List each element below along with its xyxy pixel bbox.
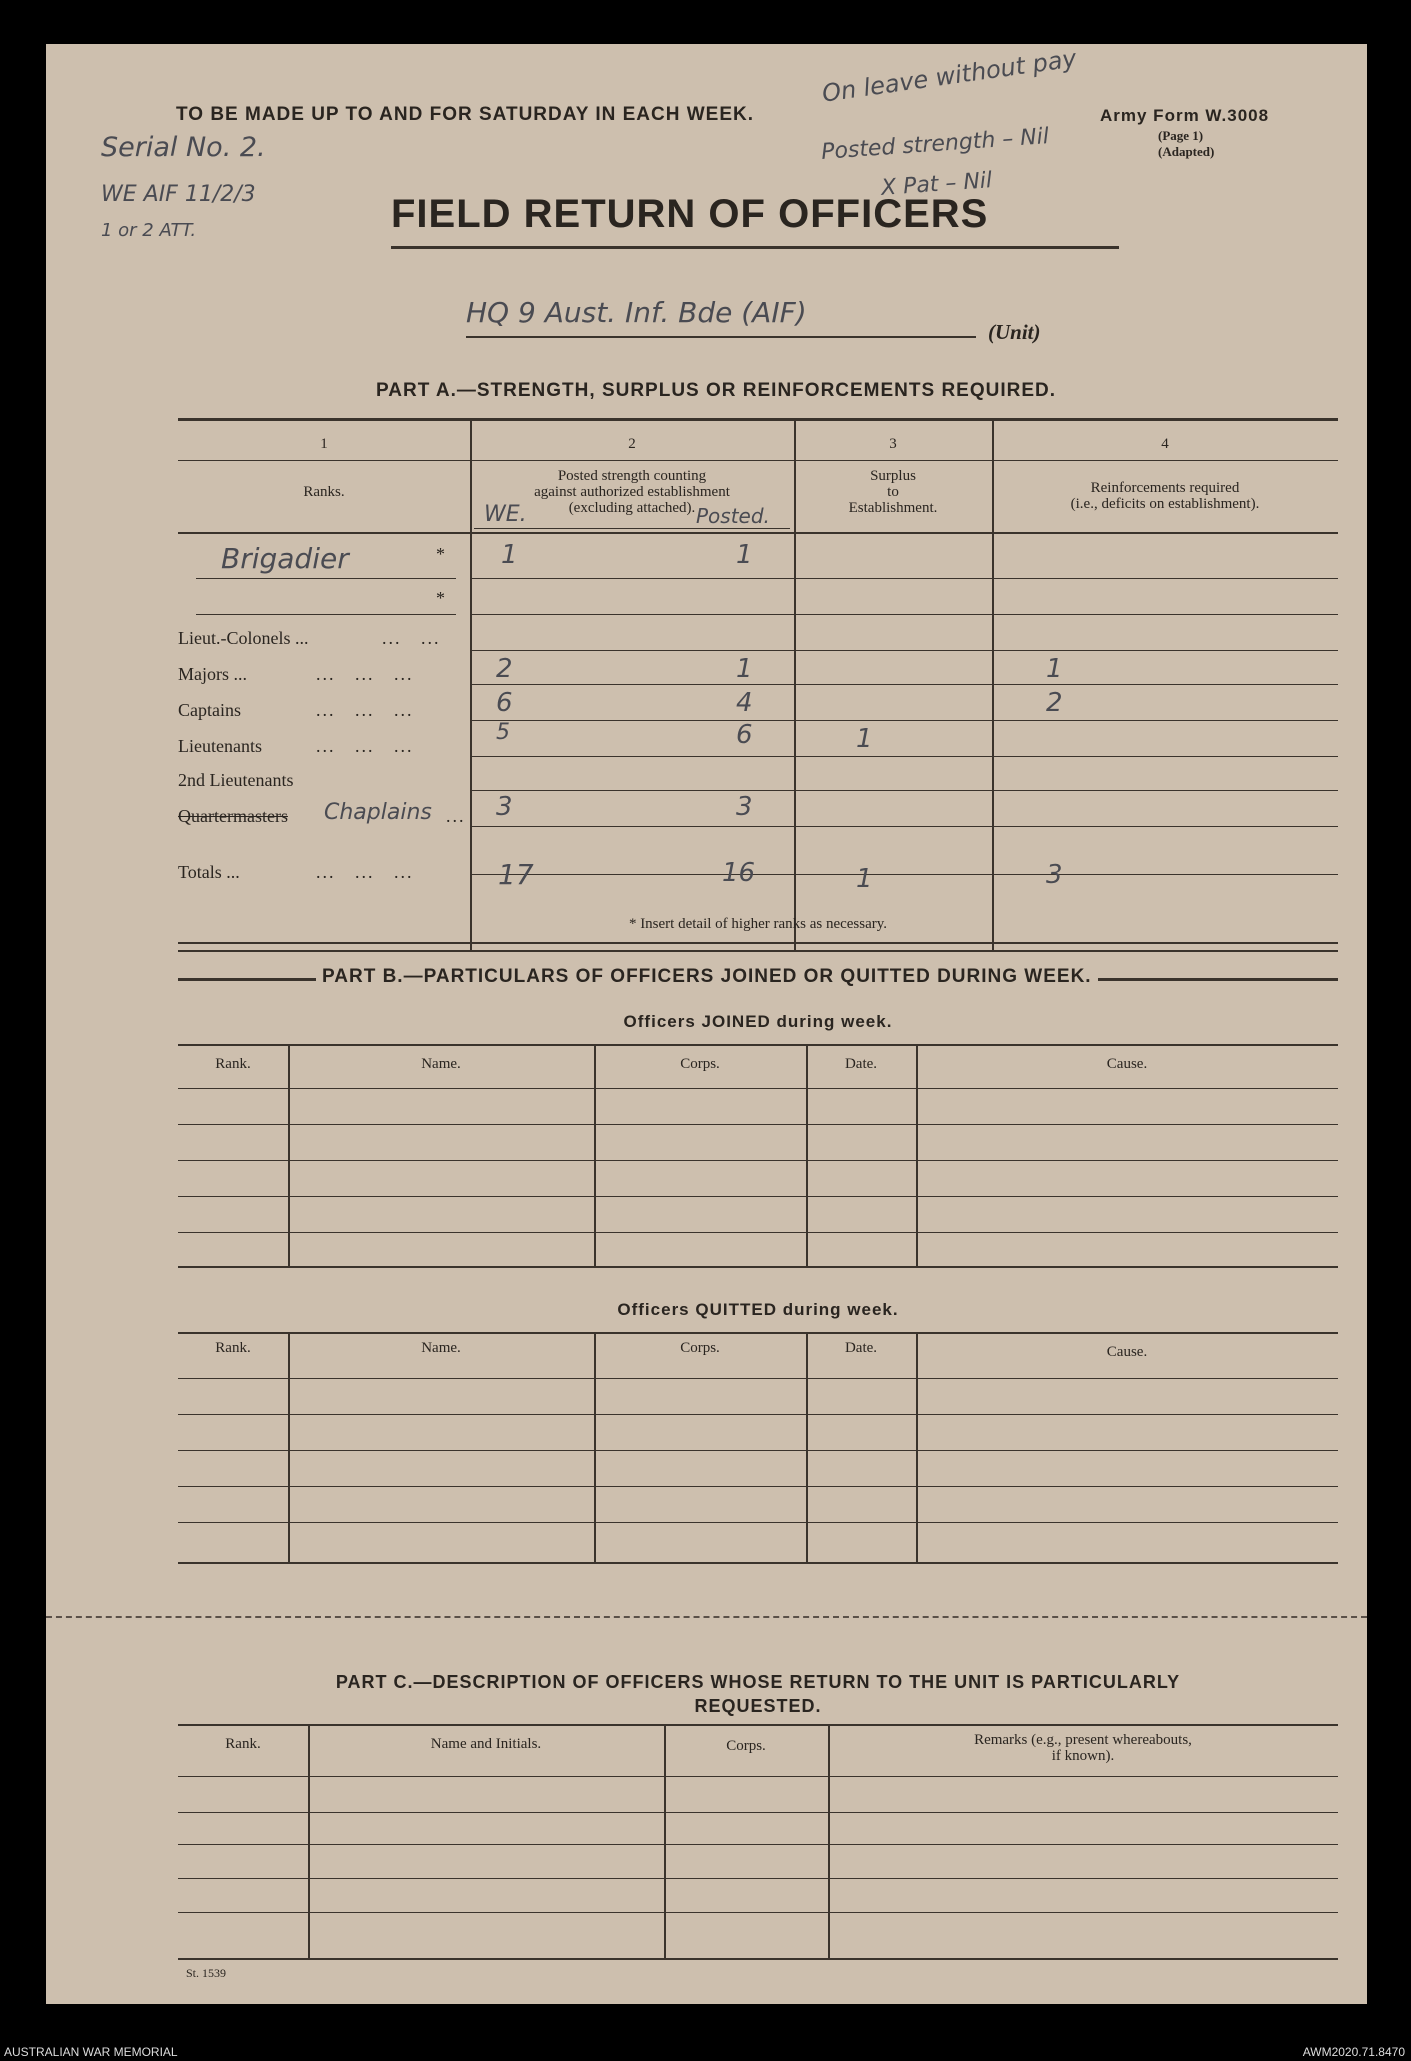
handwritten-note-posted: Posted strength – Nil [820, 124, 1050, 165]
form-sheet [46, 44, 1367, 2004]
lieutenants-surplus: 1 [856, 724, 873, 754]
quitted-div-3 [806, 1334, 808, 1562]
quitted-bottom-rule [178, 1562, 1338, 1564]
quitted-col-date: Date. [844, 1340, 878, 1356]
majors-reinforcements: 1 [1046, 654, 1063, 684]
part-c-bottom-rule [178, 1958, 1338, 1960]
rank-brigadier: Brigadier [221, 542, 349, 575]
quitted-col-name: Name. [421, 1340, 461, 1356]
majors-we: 2 [496, 654, 513, 684]
part-a-title: PART A.—STRENGTH, SURPLUS OR REINFORCEMENTS REQUIRED. [376, 380, 1057, 401]
joined-col-corps: Corps. [680, 1056, 720, 1072]
dots-captains: ... ... ... [316, 700, 414, 720]
posted-head-line-1: Posted strength counting [557, 468, 707, 484]
quitted-row-3 [178, 1486, 1338, 1487]
handwritten-serial: Serial No. 2. [101, 132, 266, 163]
quitted-div-2 [594, 1334, 596, 1562]
quitted-div-4 [916, 1334, 918, 1562]
col-num-3: 3 [889, 436, 897, 452]
rank-brigadier-line [196, 578, 456, 579]
part-c-row-1 [178, 1812, 1338, 1813]
part-c-col-corps: Corps. [726, 1738, 766, 1754]
joined-head-rule [178, 1088, 1338, 1089]
col-num-4: 4 [1161, 436, 1169, 452]
rank-chaplains: Chaplains [324, 800, 432, 825]
quitted-row-1 [178, 1414, 1338, 1415]
chaplains-posted: 3 [736, 792, 753, 822]
joined-col-date: Date. [844, 1056, 878, 1072]
quitted-row-4 [178, 1522, 1338, 1523]
joined-col-rank: Rank. [215, 1056, 251, 1072]
rank-2nd-lieutenants: 2nd Lieutenants [178, 770, 294, 790]
rank-blank-line [196, 614, 456, 615]
header-rule [178, 532, 1338, 534]
part-c-top-rule [178, 1724, 1338, 1726]
part-b-title: PART B.—PARTICULARS OF OFFICERS JOINED OR QUITTED DURING WEEK. [316, 966, 1098, 988]
form-number: Army Form W.3008 [1100, 106, 1270, 125]
surplus-head-line-1: Surplus [870, 468, 916, 484]
subhead-posted: Posted. [696, 504, 770, 528]
perforation-line [46, 1616, 1367, 1618]
brigadier-we: 1 [501, 540, 518, 570]
form-instruction: TO BE MADE UP TO AND FOR SATURDAY IN EACH WEEK. [176, 104, 754, 125]
part-a-footnote: * Insert detail of higher ranks as necessary. [628, 916, 888, 932]
joined-row-1 [178, 1124, 1338, 1125]
captains-posted: 4 [736, 688, 753, 718]
part-c-div-2 [664, 1726, 666, 1958]
print-code: St. 1539 [186, 1966, 227, 1980]
reinf-head-line-1: Reinforcements required [1090, 480, 1240, 496]
part-a-bottom-rule [178, 950, 1338, 952]
posted-head-line-3: (excluding attached). [568, 500, 696, 516]
rank-quartermasters: Quartermasters [178, 806, 288, 826]
footer-credit: AUSTRALIAN WAR MEMORIAL [4, 2045, 178, 2059]
dots-majors: ... ... ... [316, 664, 414, 684]
row-rule-7 [470, 790, 1338, 791]
chaplains-we: 3 [496, 792, 513, 822]
joined-col-name: Name. [421, 1056, 461, 1072]
quitted-top-rule [178, 1332, 1338, 1334]
unit-line [466, 336, 976, 338]
title-underline [391, 246, 1119, 249]
quitted-col-cause: Cause. [1106, 1344, 1148, 1360]
joined-top-rule [178, 1044, 1338, 1046]
rank-lieut-colonels: Lieut.-Colonels ... [178, 628, 309, 648]
col-num-1: 1 [320, 436, 328, 452]
form-adapted: (Adapted) [1158, 144, 1215, 159]
total-we: 17 [498, 858, 534, 891]
quitted-col-rank: Rank. [215, 1340, 251, 1356]
rank-majors: Majors ... [178, 664, 247, 684]
surplus-head-line-3: Establishment. [848, 500, 938, 516]
footer-accession: AWM2020.71.8470 [1302, 2045, 1405, 2059]
surplus-head-line-2: to [887, 484, 899, 500]
handwritten-att: 1 or 2 ATT. [101, 220, 197, 241]
row-rule-1 [470, 578, 1338, 579]
brigadier-posted: 1 [736, 540, 753, 570]
joined-div-1 [288, 1046, 290, 1266]
rank-lieutenants: Lieutenants [178, 736, 262, 756]
part-c-col-rank: Rank. [225, 1736, 261, 1752]
part-c-title-line-1: PART C.—DESCRIPTION OF OFFICERS WHOSE RETURN TO THE UNIT IS PARTICULARLY [335, 1672, 1181, 1692]
row-rule-3 [470, 650, 1338, 651]
remarks-head-line-2: if known). [1051, 1748, 1115, 1764]
row-rule-9 [470, 874, 1338, 875]
subhead-we: WE. [484, 502, 527, 527]
handwritten-note-pat: X Pat – Nil [880, 168, 993, 201]
row-rule-6 [470, 756, 1338, 757]
dots-lieut-colonels: ... ... [382, 628, 441, 648]
reinf-head-line-2: (i.e., deficits on establishment). [1070, 496, 1260, 512]
row-rule-5 [470, 720, 1338, 721]
form-title: FIELD RETURN OF OFFICERS [391, 192, 989, 236]
lieutenants-posted: 6 [736, 720, 753, 750]
remarks-head-line-1: Remarks (e.g., present whereabouts, [974, 1732, 1192, 1748]
row-rule-8 [470, 826, 1338, 827]
part-a-top-rule [178, 418, 1338, 421]
rank-star-1: * [436, 544, 445, 564]
rank-star-2: * [436, 588, 445, 608]
dots-totals: ... ... ... [316, 862, 414, 882]
joined-div-2 [594, 1046, 596, 1266]
joined-row-2 [178, 1160, 1338, 1161]
handwritten-note-leave: On leave without pay [820, 44, 1079, 108]
form-page: (Page 1) [1158, 128, 1204, 143]
joined-row-4 [178, 1232, 1338, 1233]
part-c-col-remarks [828, 1732, 1338, 1764]
joined-div-3 [806, 1046, 808, 1266]
col-num-rule [178, 460, 1338, 461]
part-c-row-4 [178, 1912, 1338, 1913]
captains-reinforcements: 2 [1046, 688, 1063, 718]
part-c-title-line-2: REQUESTED. [694, 1696, 822, 1716]
posted-head-line-2: against authorized establishment [534, 484, 730, 500]
row-rule-2 [470, 614, 1338, 615]
part-c-col-name: Name and Initials. [430, 1736, 542, 1752]
part-c-div-1 [308, 1726, 310, 1958]
joined-col-cause: Cause. [1106, 1056, 1148, 1072]
col-head-reinforcements [992, 480, 1338, 512]
part-c-row-2 [178, 1844, 1338, 1845]
dots-lieutenants: ... ... ... [316, 736, 414, 756]
joined-title: Officers JOINED during week. [623, 1012, 893, 1031]
col-head-ranks: Ranks. [303, 484, 345, 500]
quitted-col-corps: Corps. [680, 1340, 720, 1356]
part-c-row-3 [178, 1878, 1338, 1879]
quitted-div-1 [288, 1334, 290, 1562]
part-a-end-rule [178, 942, 1338, 944]
joined-bottom-rule [178, 1266, 1338, 1268]
quitted-row-2 [178, 1450, 1338, 1451]
total-reinforcements: 3 [1046, 860, 1063, 890]
captains-we: 6 [496, 688, 513, 718]
joined-row-3 [178, 1196, 1338, 1197]
part-c-title [178, 1670, 1338, 1718]
rank-captains: Captains [178, 700, 241, 720]
dots-quartermasters: ... [446, 806, 466, 826]
total-surplus: 1 [856, 864, 873, 894]
quitted-title: Officers QUITTED during week. [617, 1300, 899, 1319]
totals-label: Totals ... [178, 862, 240, 882]
quitted-head-rule [178, 1378, 1338, 1379]
lieutenants-we: 5 [496, 720, 510, 745]
total-posted: 16 [722, 858, 756, 888]
subhead-underline [474, 528, 790, 529]
col-num-2: 2 [628, 436, 636, 452]
col-head-surplus [794, 468, 992, 516]
unit-label: (Unit) [988, 320, 1041, 344]
handwritten-we-ref: WE AIF 11/2/3 [101, 182, 256, 207]
row-rule-4 [470, 684, 1338, 685]
joined-div-4 [916, 1046, 918, 1266]
part-c-head-rule [178, 1776, 1338, 1777]
majors-posted: 1 [736, 654, 753, 684]
unit-value: HQ 9 Aust. Inf. Bde (AIF) [466, 296, 807, 329]
